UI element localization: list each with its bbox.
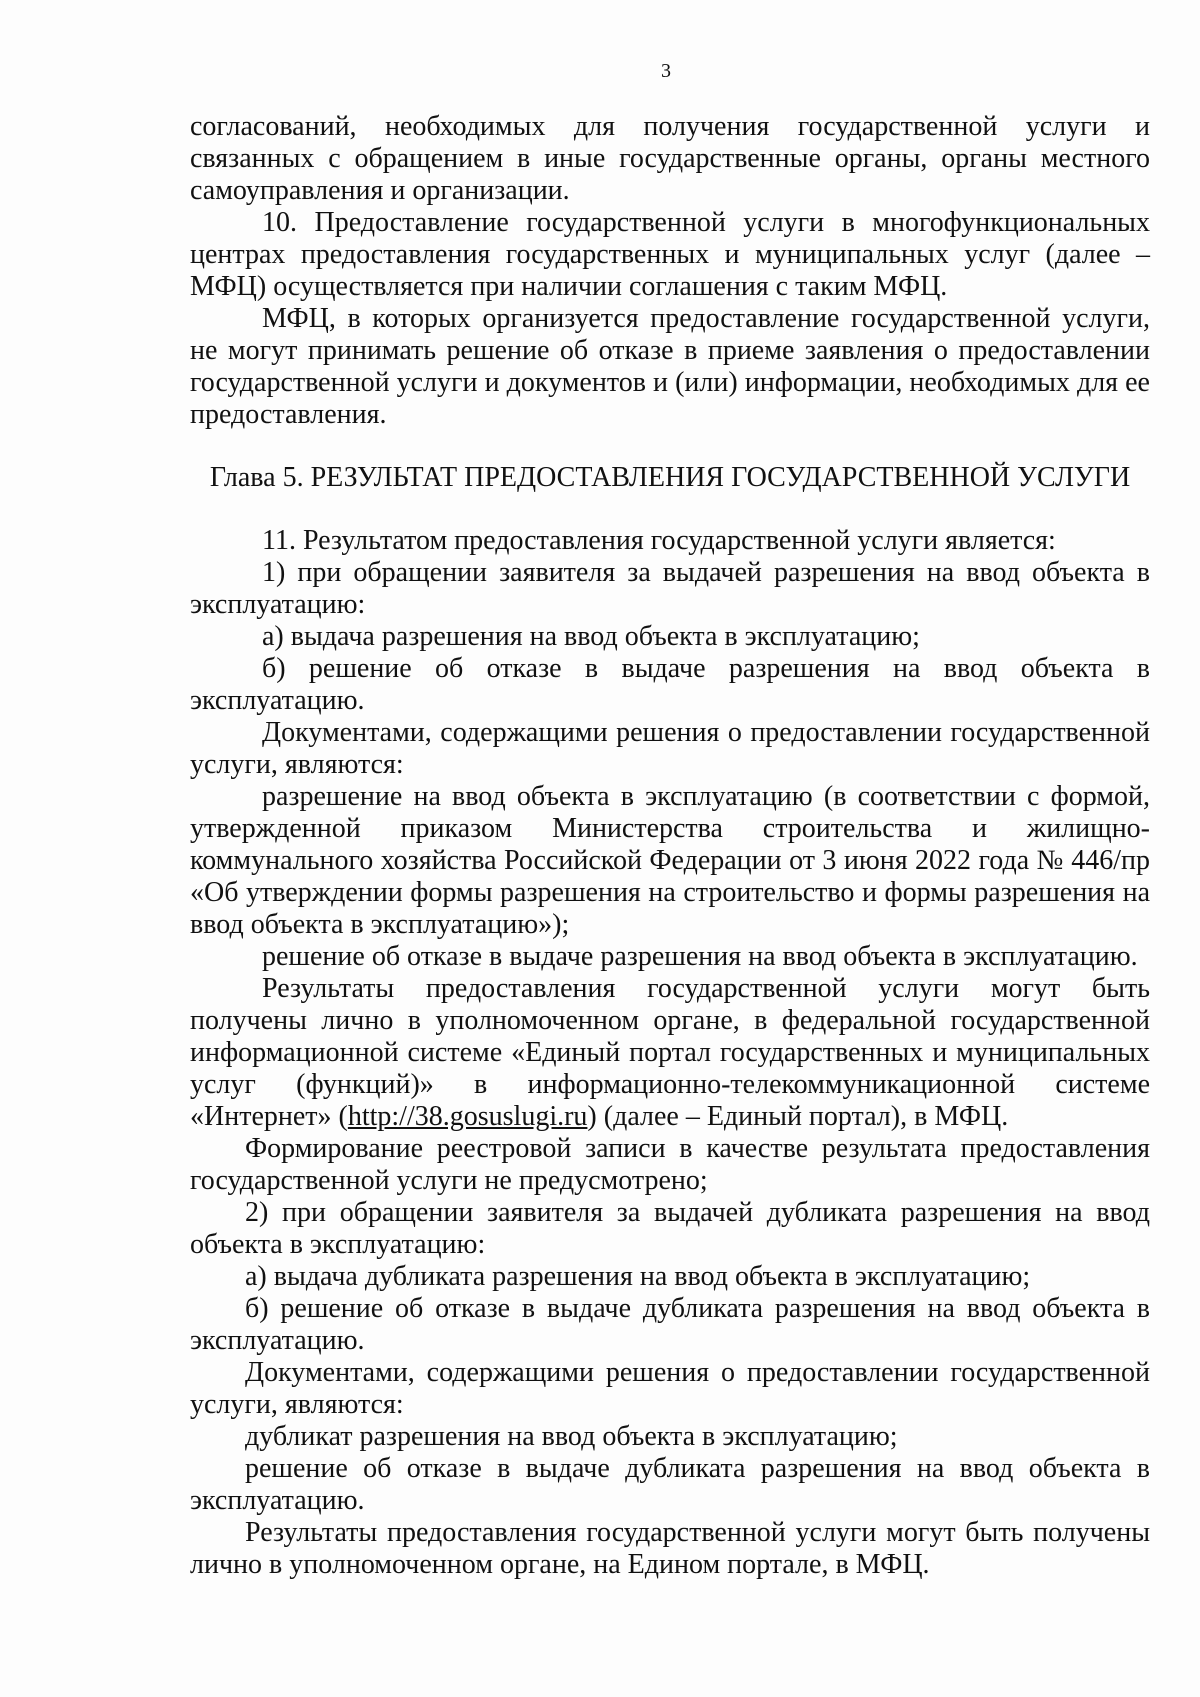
chapter-heading: Глава 5. РЕЗУЛЬТАТ ПРЕДОСТАВЛЕНИЯ ГОСУДАРСТВЕННОЙ УСЛУГИ: [209, 462, 1131, 493]
paragraph: б) решение об отказе в выдаче дубликата разрешения на ввод объекта в эксплуатацию.: [190, 1293, 1150, 1356]
document-body: [190, 111, 1150, 1581]
paragraph: дубликат разрешения на ввод объекта в эксплуатацию;: [245, 1421, 898, 1452]
paragraph: [190, 973, 1150, 1133]
paragraph: решение об отказе в выдаче разрешения на ввод объекта в эксплуатацию.: [262, 941, 1138, 972]
paragraph: 2) при обращении заявителя за выдачей дубликата разрешения на ввод объекта в эксплуатацию:: [190, 1197, 1150, 1260]
paragraph: 1) при обращении заявителя за выдачей разрешения на ввод объекта в эксплуатацию:: [190, 557, 1150, 620]
page-number: 3: [661, 60, 671, 82]
gosuslugi-link[interactable]: http://38.gosuslugi.ru: [347, 1101, 588, 1132]
paragraph: 10. Предоставление государственной услуги в многофункциональных центрах предоставления государственных и муниципальных услуг (далее – МФЦ) осуществляется при наличии соглашения с таким МФЦ.: [190, 207, 1150, 302]
paragraph: МФЦ, в которых организуется предоставление государственной услуги, не могут принимать решение об отказе в приеме заявления о предоставлении государственной услуги и документов и (или) информации, необходимых для ее предоставления.: [190, 303, 1150, 430]
paragraph-text: ) (далее – Единый портал), в МФЦ.: [587, 1101, 1009, 1132]
paragraph: Документами, содержащими решения о предоставлении государственной услуги, являются:: [190, 717, 1150, 780]
paragraph: а) выдача разрешения на ввод объекта в эксплуатацию;: [262, 621, 920, 652]
paragraph: согласований, необходимых для получения государственной услуги и связанных с обращением в иные государственные органы, органы местного самоуправления и организации.: [190, 111, 1150, 206]
paragraph: б) решение об отказе в выдаче разрешения на ввод объекта в эксплуатацию.: [190, 653, 1150, 716]
paragraph: решение об отказе в выдаче дубликата разрешения на ввод объекта в эксплуатацию.: [190, 1453, 1150, 1516]
paragraph: а) выдача дубликата разрешения на ввод объекта в эксплуатацию;: [245, 1261, 1031, 1292]
paragraph: Результаты предоставления государственной услуги могут быть получены лично в уполномоченном органе, на Едином портале, в МФЦ.: [190, 1517, 1150, 1580]
paragraph: 11. Результатом предоставления государственной услуги является:: [262, 525, 1056, 556]
paragraph: Формирование реестровой записи в качестве результата предоставления государственной услуги не предусмотрено;: [190, 1133, 1150, 1196]
paragraph-text: Результаты предоставления государственной услуги могут быть получены лично в уполномоченном органе, в федеральной государственной информационной системе «Единый портал государственных и муниципальных услуг (функций)» в информационно-телекоммуникационной системе «Интернет» (: [190, 973, 1150, 1132]
paragraph: разрешение на ввод объекта в эксплуатацию (в соответствии с формой, утвержденной приказом Министерства строительства и жилищно-коммунального хозяйства Российской Федерации от 3 июня 2022 года № 446/пр «Об утверждении формы разрешения на строительство и формы разрешения на ввод объекта в эксплуатацию»);: [190, 781, 1150, 940]
paragraph: Документами, содержащими решения о предоставлении государственной услуги, являются:: [190, 1357, 1150, 1420]
